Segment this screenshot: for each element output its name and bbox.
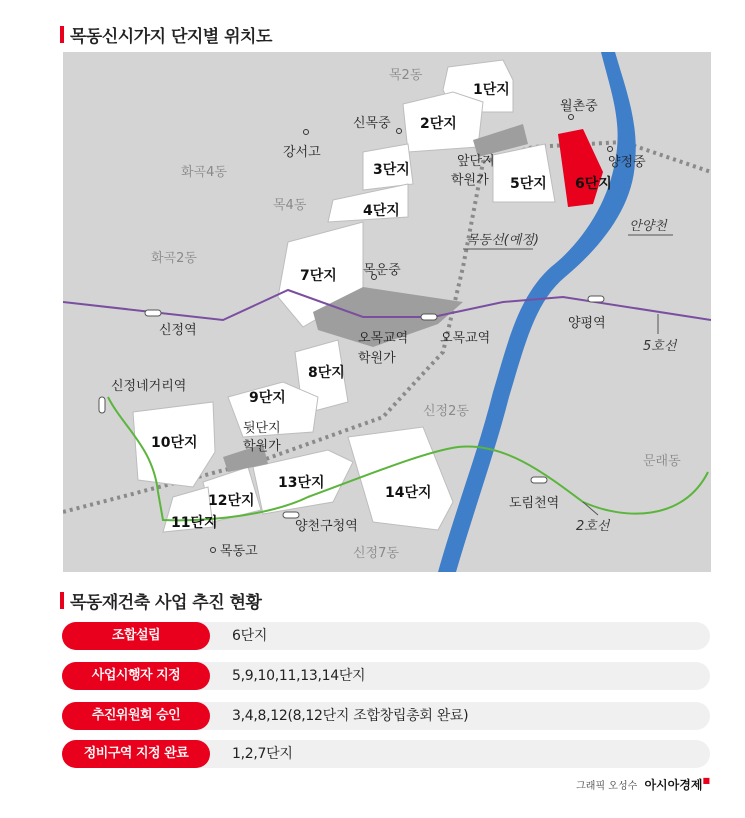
station-dorimcheon: 도림천역 — [509, 496, 560, 511]
complex-label-14: 14단지 — [385, 485, 432, 501]
status-row — [62, 662, 710, 690]
school-sinmok: 신목중 — [353, 116, 391, 131]
neighborhood-hwagok4: 화곡4동 — [181, 165, 227, 180]
station-yangcheongucheong-marker — [283, 512, 299, 518]
complex-label-4: 4단지 — [363, 203, 400, 219]
academy-label-front-1: 앞단지 — [457, 154, 495, 169]
school-wolchon: 월촌중 — [560, 99, 598, 114]
title-accent-bar — [60, 592, 64, 609]
academy-label-omokgyo-1: 오목교역 — [358, 331, 409, 346]
complex-label-6: 6단지 — [575, 176, 612, 192]
location-map — [63, 52, 711, 572]
complex-label-7: 7단지 — [300, 268, 337, 284]
brand-mark-icon: ■ — [702, 776, 710, 785]
status-label: 사업시행자 지정 — [62, 662, 210, 690]
station-yangpyeong-marker — [588, 296, 604, 302]
status-value: 5,9,10,11,13,14단지 — [232, 668, 366, 684]
station-dorimcheon-marker — [531, 477, 547, 483]
complex-label-2: 2단지 — [420, 116, 457, 132]
station-omokgyo-marker — [421, 314, 437, 320]
brand-logo: 아시아경제 — [644, 778, 703, 792]
complex-label-12: 12단지 — [208, 493, 255, 509]
station-yangcheongucheong: 양천구청역 — [295, 519, 358, 534]
complex-label-3: 3단지 — [373, 162, 410, 178]
station-sinjeongnegeori-marker — [99, 397, 105, 413]
line-2-label: 2호선 — [576, 519, 610, 534]
credit — [576, 776, 710, 793]
neighborhood-mok4: 목4동 — [273, 198, 307, 213]
status-label: 추진위원회 승인 — [62, 702, 210, 730]
status-title-text: 목동재건축 사업 추진 현황 — [70, 593, 262, 613]
status-value: 3,4,8,12(8,12단지 조합창립총회 완료) — [232, 708, 469, 724]
complex-label-8: 8단지 — [308, 365, 345, 381]
credit-text: 그래픽 오성수 — [576, 781, 638, 792]
map-title — [60, 22, 272, 47]
complex-label-9: 9단지 — [249, 390, 286, 406]
station-sinjeong: 신정역 — [159, 323, 197, 338]
status-label: 정비구역 지정 완료 — [62, 740, 210, 768]
mokdong-line-label: 목동선(예정) — [466, 233, 539, 248]
neighborhood-hwagok2: 화곡2동 — [151, 251, 197, 266]
complex-label-1: 1단지 — [473, 82, 510, 98]
neighborhood-mullae: 문래동 — [643, 454, 681, 469]
complex-label-13: 13단지 — [278, 475, 325, 491]
status-row — [62, 702, 710, 730]
academy-label-front-2: 학원가 — [451, 173, 489, 188]
complex-label-11: 11단지 — [171, 515, 218, 531]
station-yangpyeong: 양평역 — [568, 316, 606, 331]
complex-5 — [493, 144, 555, 202]
academy-label-omokgyo-2: 학원가 — [358, 351, 396, 366]
map-title-text: 목동신시가지 단지별 위치도 — [70, 27, 272, 47]
school-yangjeong: 양정중 — [608, 155, 646, 170]
station-sinjeongnegeori: 신정네거리역 — [111, 379, 187, 394]
status-label: 조합설립 — [62, 622, 210, 650]
neighborhood-sinjeong2: 신정2동 — [423, 404, 469, 419]
status-value: 6단지 — [232, 628, 268, 644]
school-mokdong: 목동고 — [220, 544, 258, 559]
academy-label-back-2: 학원가 — [243, 439, 281, 454]
status-row — [62, 740, 710, 768]
complex-label-5: 5단지 — [510, 176, 547, 192]
station-omokgyo: 오목교역 — [440, 331, 491, 346]
school-mogun: 목운중 — [363, 263, 401, 278]
status-value: 1,2,7단지 — [232, 746, 293, 762]
station-sinjeong-marker — [145, 310, 161, 316]
neighborhood-mok2: 목2동 — [389, 68, 423, 83]
school-gangseo: 강서고 — [283, 145, 321, 160]
anyang-river-label: 안양천 — [629, 219, 667, 234]
academy-label-back-1: 뒷단지 — [243, 421, 281, 436]
complex-label-10: 10단지 — [151, 435, 198, 451]
title-accent-bar — [60, 26, 64, 43]
neighborhood-sinjeong7: 신정7동 — [353, 546, 399, 561]
line-5-label: 5호선 — [643, 339, 677, 354]
status-row — [62, 622, 710, 650]
status-title — [60, 588, 261, 613]
